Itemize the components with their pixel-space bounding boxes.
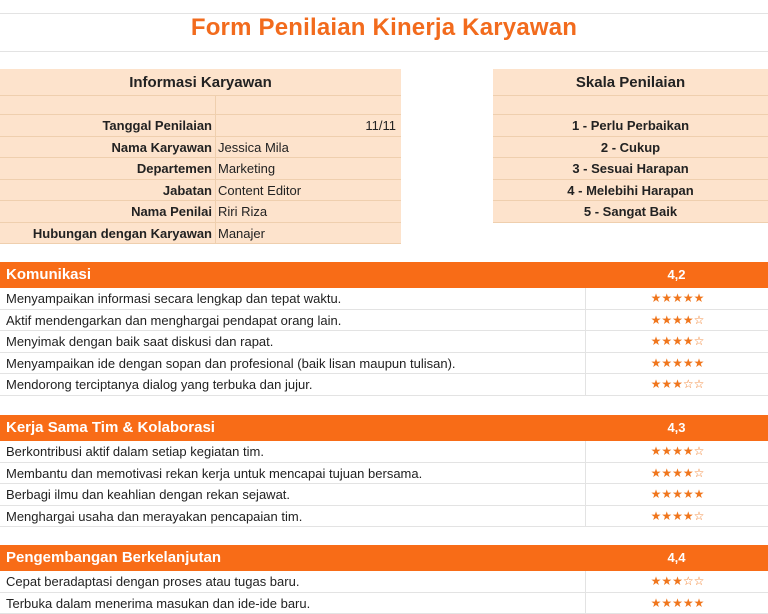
section-score: 4,3 <box>667 420 686 435</box>
star-filled-icon[interactable]: ★ <box>661 312 673 327</box>
star-filled-icon[interactable]: ★ <box>661 377 673 392</box>
star-rating[interactable] <box>585 571 768 593</box>
star-filled-icon[interactable]: ★ <box>682 465 694 480</box>
star-rating[interactable] <box>585 310 768 332</box>
star-filled-icon[interactable]: ★ <box>661 465 673 480</box>
star-filled-icon[interactable]: ★ <box>672 574 683 588</box>
criteria-text: Menyampaikan informasi secara lengkap dan tepat waktu. <box>6 291 342 306</box>
info-label: Jabatan <box>162 182 212 198</box>
info-label: Departemen <box>136 161 212 176</box>
info-row <box>0 137 401 159</box>
criteria-text: Mendorong terciptanya dialog yang terbuka dan jujur. <box>6 377 313 393</box>
info-label: Tanggal Penilaian <box>102 118 212 133</box>
criteria-text: Aktif mendengarkan dan menghargai pendapat orang lain. <box>6 312 342 328</box>
criteria-text: Berkontribusi aktif dalam setiap kegiatan tim. <box>6 444 264 459</box>
criteria-row <box>0 463 768 485</box>
star-rating[interactable] <box>585 463 768 485</box>
star-empty-icon[interactable]: ☆ <box>682 574 694 588</box>
star-filled-icon[interactable]: ★ <box>650 508 662 523</box>
criteria-row <box>0 331 768 353</box>
star-filled-icon[interactable]: ★ <box>672 444 683 458</box>
star-filled-icon[interactable]: ★ <box>682 487 694 502</box>
star-filled-icon[interactable]: ★ <box>650 487 662 502</box>
star-filled-icon[interactable]: ★ <box>682 595 694 610</box>
star-filled-icon[interactable]: ★ <box>661 334 673 349</box>
employee-info-heading: Informasi Karyawan <box>129 74 272 91</box>
star-rating[interactable] <box>585 374 768 396</box>
star-filled-icon[interactable]: ★ <box>650 377 662 392</box>
star-filled-icon[interactable]: ★ <box>661 487 673 502</box>
criteria-row <box>0 571 768 593</box>
star-filled-icon[interactable]: ★ <box>661 355 673 370</box>
rating-scale-item: 1 - Perlu Perbaikan <box>493 115 768 137</box>
info-value[interactable]: Riri Riza <box>218 204 268 219</box>
section-score: 4,2 <box>667 267 686 282</box>
star-filled-icon[interactable]: ★ <box>682 334 694 349</box>
star-filled-icon[interactable]: ★ <box>661 508 673 523</box>
rating-scale-heading: Skala Penilaian <box>575 74 686 91</box>
star-rating[interactable] <box>585 484 768 506</box>
star-filled-icon[interactable]: ★ <box>682 312 694 327</box>
criteria-row <box>0 593 768 614</box>
star-filled-icon[interactable]: ★ <box>672 508 683 523</box>
star-rating[interactable] <box>585 331 768 353</box>
section-header <box>0 545 768 571</box>
star-filled-icon[interactable]: ★ <box>650 595 662 610</box>
rating-scale-item: 3 - Sesuai Harapan <box>493 158 768 180</box>
criteria-text: Menyimak dengan baik saat diskusi dan rapat. <box>6 334 274 350</box>
section-title: Komunikasi <box>6 266 92 283</box>
info-value[interactable]: Jessica Mila <box>218 139 289 155</box>
star-filled-icon[interactable]: ★ <box>672 487 683 502</box>
criteria-text: Menyampaikan ide dengan sopan dan profesional (baik lisan maupun tulisan). <box>6 355 456 371</box>
criteria-text: Menghargai usaha dan merayakan pencapaian tim. <box>6 508 303 524</box>
star-rating[interactable] <box>585 288 768 310</box>
star-empty-icon[interactable]: ☆ <box>693 465 705 480</box>
star-filled-icon[interactable]: ★ <box>672 595 683 610</box>
info-row <box>0 201 401 223</box>
criteria-text: Cepat beradaptasi dengan proses atau tugas baru. <box>6 574 300 589</box>
criteria-row <box>0 353 768 375</box>
info-label: Nama Karyawan <box>111 139 212 155</box>
star-empty-icon[interactable]: ☆ <box>693 312 705 327</box>
rating-scale-item: 4 - Melebihi Harapan <box>493 180 768 202</box>
section-title: Pengembangan Berkelanjutan <box>6 549 222 566</box>
star-filled-icon[interactable]: ★ <box>693 487 705 502</box>
star-filled-icon[interactable]: ★ <box>661 595 673 610</box>
star-filled-icon[interactable]: ★ <box>650 574 662 588</box>
star-filled-icon[interactable]: ★ <box>693 291 705 305</box>
criteria-row <box>0 374 768 396</box>
star-empty-icon[interactable]: ☆ <box>693 444 705 458</box>
star-filled-icon[interactable]: ★ <box>661 291 673 305</box>
star-empty-icon[interactable]: ☆ <box>693 334 705 349</box>
info-value[interactable]: Content Editor <box>218 182 302 198</box>
star-filled-icon[interactable]: ★ <box>672 291 683 305</box>
star-filled-icon[interactable]: ★ <box>650 465 662 480</box>
star-rating[interactable] <box>585 353 768 375</box>
star-filled-icon[interactable]: ★ <box>650 355 662 370</box>
criteria-text: Terbuka dalam menerima masukan dan ide-ide baru. <box>6 595 311 611</box>
section-title: Kerja Sama Tim & Kolaborasi <box>6 419 215 436</box>
info-label: Nama Penilai <box>131 204 212 219</box>
info-row <box>0 180 401 202</box>
star-filled-icon[interactable]: ★ <box>672 377 683 392</box>
star-filled-icon[interactable]: ★ <box>650 334 662 349</box>
star-filled-icon[interactable]: ★ <box>661 574 673 588</box>
star-filled-icon[interactable]: ★ <box>672 312 683 327</box>
section-header <box>0 262 768 288</box>
section-header <box>0 415 768 441</box>
star-filled-icon[interactable]: ★ <box>693 355 705 370</box>
star-filled-icon[interactable]: ★ <box>650 312 662 327</box>
criteria-text: Berbagi ilmu dan keahlian dengan rekan sejawat. <box>6 487 291 503</box>
star-filled-icon[interactable]: ★ <box>693 595 705 610</box>
star-empty-icon[interactable]: ☆ <box>693 574 705 588</box>
rating-scale-item: 2 - Cukup <box>493 137 768 159</box>
star-filled-icon[interactable]: ★ <box>672 355 683 370</box>
info-row <box>0 158 401 180</box>
star-rating[interactable] <box>585 506 768 528</box>
criteria-row <box>0 288 768 310</box>
page-title: Form Penilaian Kinerja Karyawan <box>190 14 578 41</box>
info-label: Hubungan dengan Karyawan <box>32 225 212 241</box>
section-score: 4,4 <box>667 550 686 565</box>
star-filled-icon[interactable]: ★ <box>650 291 662 305</box>
info-row <box>0 115 401 137</box>
star-rating[interactable] <box>585 593 768 614</box>
criteria-row <box>0 441 768 463</box>
star-empty-icon[interactable]: ☆ <box>693 508 705 523</box>
criteria-row <box>0 310 768 332</box>
star-empty-icon[interactable]: ☆ <box>682 377 694 392</box>
info-value[interactable]: Manajer <box>218 225 265 241</box>
star-filled-icon[interactable]: ★ <box>682 355 694 370</box>
criteria-row <box>0 506 768 528</box>
star-filled-icon[interactable]: ★ <box>682 508 694 523</box>
criteria-row <box>0 484 768 506</box>
criteria-text: Membantu dan memotivasi rekan kerja untuk mencapai tujuan bersama. <box>6 465 423 481</box>
star-filled-icon[interactable]: ★ <box>672 334 683 349</box>
star-rating[interactable] <box>585 441 768 463</box>
star-empty-icon[interactable]: ☆ <box>693 377 705 392</box>
info-value[interactable]: Marketing <box>218 161 276 176</box>
star-filled-icon[interactable]: ★ <box>650 444 662 458</box>
star-filled-icon[interactable]: ★ <box>682 291 694 305</box>
rating-scale-item: 5 - Sangat Baik <box>493 201 768 223</box>
star-filled-icon[interactable]: ★ <box>661 444 673 458</box>
info-value[interactable]: 11/11 <box>365 118 396 133</box>
star-filled-icon[interactable]: ★ <box>672 465 683 480</box>
info-row <box>0 223 401 245</box>
star-filled-icon[interactable]: ★ <box>682 444 694 458</box>
